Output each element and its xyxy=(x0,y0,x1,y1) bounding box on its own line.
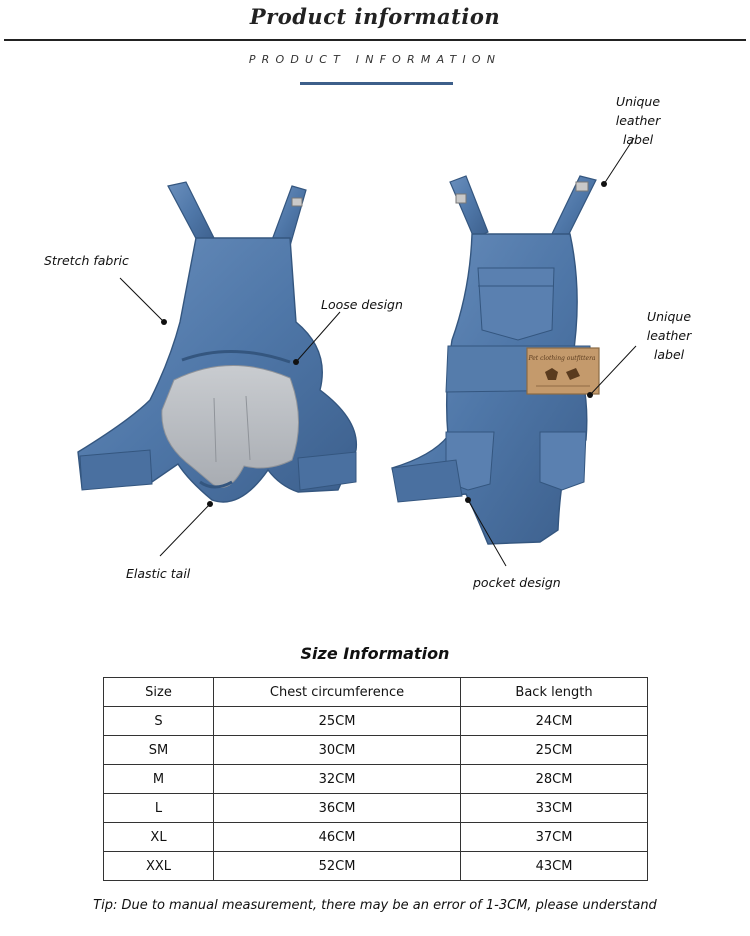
callout-unique-leather-label-top: Unique leather label xyxy=(615,94,661,147)
back-length-cell: 24CM xyxy=(461,707,648,736)
page-title: Product information xyxy=(249,4,501,29)
column-header-back-length: Back length xyxy=(461,678,648,707)
svg-text:Pet clothing outfittera: Pet clothing outfittera xyxy=(528,355,596,362)
back-length-cell: 43CM xyxy=(461,852,648,881)
callout-stretch-fabric: Stretch fabric xyxy=(44,253,129,268)
size-cell: XXL xyxy=(104,852,214,881)
size-info-title: Size Information xyxy=(300,644,450,663)
back-length-cell: 33CM xyxy=(461,794,648,823)
overalls-front-view xyxy=(78,182,356,556)
table-row xyxy=(104,765,648,794)
measurement-tip: Tip: Due to manual measurement, there may be an error of 1-3CM, please understand xyxy=(93,898,657,913)
table-row xyxy=(104,823,648,852)
column-header-size: Size xyxy=(104,678,214,707)
chest-cell: 46CM xyxy=(214,823,461,852)
page-subtitle: PRODUCT INFORMATION xyxy=(248,53,502,66)
size-cell: SM xyxy=(104,736,214,765)
column-header-chest: Chest circumference xyxy=(214,678,461,707)
table-row xyxy=(104,852,648,881)
chest-cell: 30CM xyxy=(214,736,461,765)
callout-unique-leather-label-mid: Unique leather label xyxy=(646,309,692,362)
size-cell: L xyxy=(104,794,214,823)
back-length-cell: 25CM xyxy=(461,736,648,765)
callout-pocket-design: pocket design xyxy=(473,575,561,590)
table-row xyxy=(104,736,648,765)
product-figure xyxy=(0,90,750,610)
callout-elastic-tail: Elastic tail xyxy=(126,566,191,581)
size-cell: S xyxy=(104,707,214,736)
callout-loose-design: Loose design xyxy=(321,297,403,312)
back-length-cell: 37CM xyxy=(461,823,648,852)
table-header-row xyxy=(104,678,648,707)
size-cell: M xyxy=(104,765,214,794)
chest-cell: 32CM xyxy=(214,765,461,794)
size-table xyxy=(103,677,648,881)
table-row xyxy=(104,707,648,736)
table-row xyxy=(104,794,648,823)
chest-cell: 52CM xyxy=(214,852,461,881)
overalls-back-view xyxy=(392,138,636,566)
accent-bar xyxy=(300,82,453,85)
size-cell: XL xyxy=(104,823,214,852)
chest-cell: 25CM xyxy=(214,707,461,736)
title-divider xyxy=(4,39,746,41)
chest-cell: 36CM xyxy=(214,794,461,823)
back-length-cell: 28CM xyxy=(461,765,648,794)
